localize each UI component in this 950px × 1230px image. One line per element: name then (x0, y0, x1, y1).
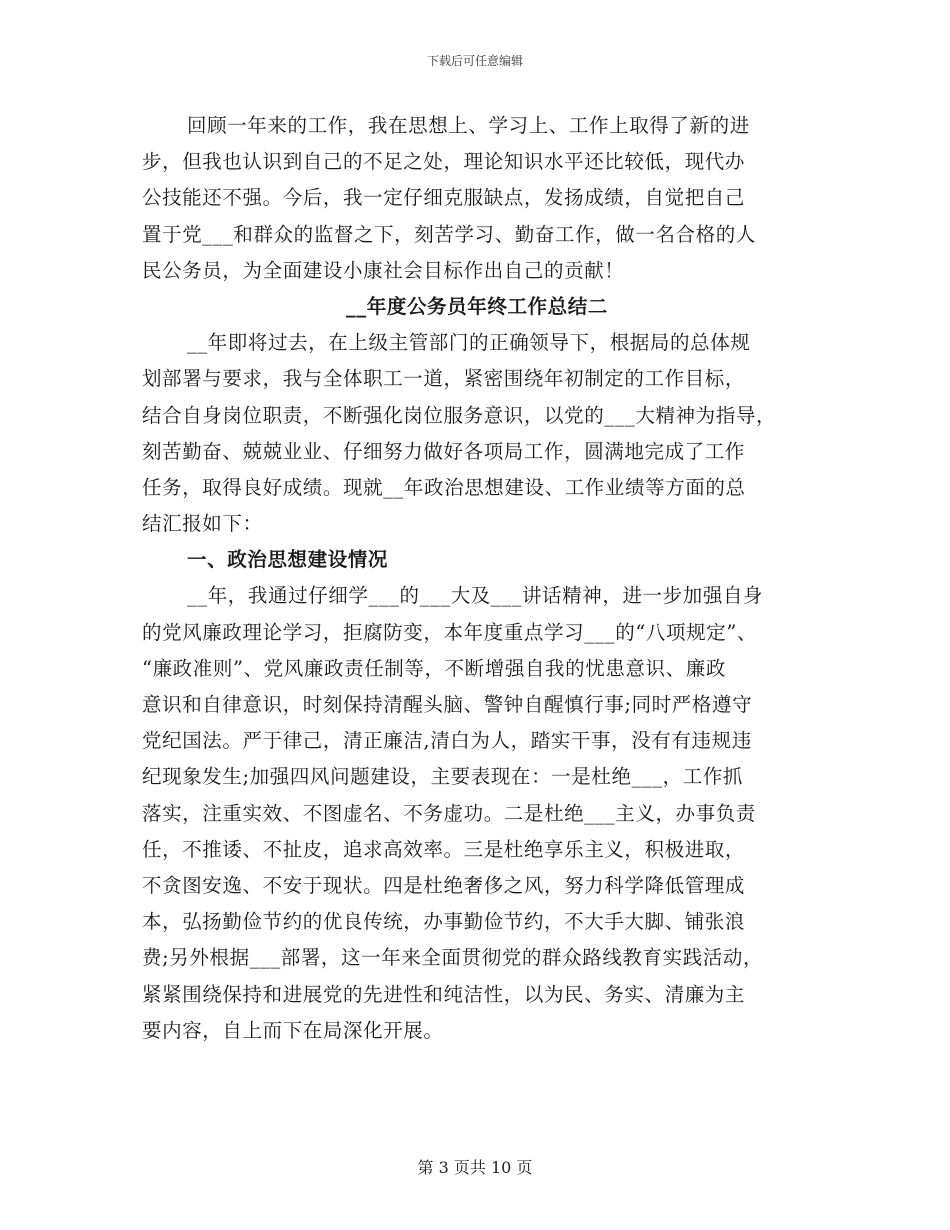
text-line: 刻苦勤奋、兢兢业业、仔细努力做好各项局工作，圆满地完成了工作 (142, 439, 746, 463)
text-line: 党纪国法。严于律己，清正廉洁,清白为人，踏实干事，没有有违规违 (142, 729, 752, 753)
page-header: 下载后可任意编辑 (426, 54, 523, 68)
page-footer: 第 3 页共 10 页 (417, 1158, 533, 1177)
text-line: __年，我通过仔细学___的___大及___讲话精神，进一步加强自身 (187, 584, 764, 608)
text-line: 划部署与要求，我与全体职工一道，紧密围绕年初制定的工作目标， (142, 367, 746, 391)
section-heading: 一、政治思想建设情况 (187, 548, 389, 572)
text-line: __年即将过去，在上级主管部门的正确领导下，根据局的总体规 (187, 331, 751, 355)
text-line: 要内容，自上而下在局深化开展。 (142, 1018, 444, 1042)
text-line: 费;另外根据___部署，这一年来全面贯彻党的群众路线教育实践活动， (142, 946, 764, 970)
document-body (142, 108, 812, 1049)
text-line: 本，弘扬勤俭节约的优良传统，办事勤俭节约，不大手大脚、铺张浪 (142, 910, 746, 934)
section-title: __年度公务员年终工作总结二 (346, 294, 608, 318)
text-line: 的党风廉政理论学习，拒腐防变，本年度重点学习___的“八项规定”、 (142, 620, 757, 644)
text-line: 置于党___和群众的监督之下，刻苦学习、勤奋工作，做一名合格的人 (142, 222, 756, 246)
text-line: 不贪图安逸、不安于现状。四是杜绝奢侈之风，努力科学降低管理成 (142, 873, 746, 897)
text-line: 紧紧围绕保持和进展党的先进性和纯洁性，以为民、务实、清廉为主 (142, 982, 746, 1006)
text-line: 结汇报如下： (142, 512, 263, 536)
text-line: 任务，取得良好成绩。现就__年政治思想建设、工作业绩等方面的总 (142, 475, 746, 499)
text-line: 落实，注重实效、不图虚名、不务虚功。二是杜绝___主义，办事负责 (142, 801, 756, 825)
text-line: 回顾一年来的工作，我在思想上、学习上、工作上取得了新的进 (187, 114, 750, 137)
text-line: 意识和自律意识，时刻保持清醒头脑、警钟自醒慎行事;同时严格遵守 (142, 693, 753, 716)
text-line: “廉政准则”、党风廉政责任制等，不断增强自我的忧患意识、廉政 (142, 656, 726, 680)
text-line: 任，不推诿、不扯皮，追求高效率。三是杜绝享乐主义，积极进取， (142, 837, 746, 861)
text-line: 民公务员，为全面建设小康社会目标作出自己的贡献！ (142, 258, 625, 282)
text-line: 纪现象发生;加强四风问题建设，主要表现在：一是杜绝___，工作抓 (142, 765, 744, 789)
text-line: 公技能还不强。今后，我一定仔细克服缺点，发扬成绩，自觉把自己 (142, 186, 746, 210)
text-line: 步，但我也认识到自己的不足之处，理论知识水平还比较低，现代办 (142, 150, 746, 174)
text-line: 结合自身岗位职责，不断强化岗位服务意识，以党的___大精神为指导， (142, 403, 777, 427)
